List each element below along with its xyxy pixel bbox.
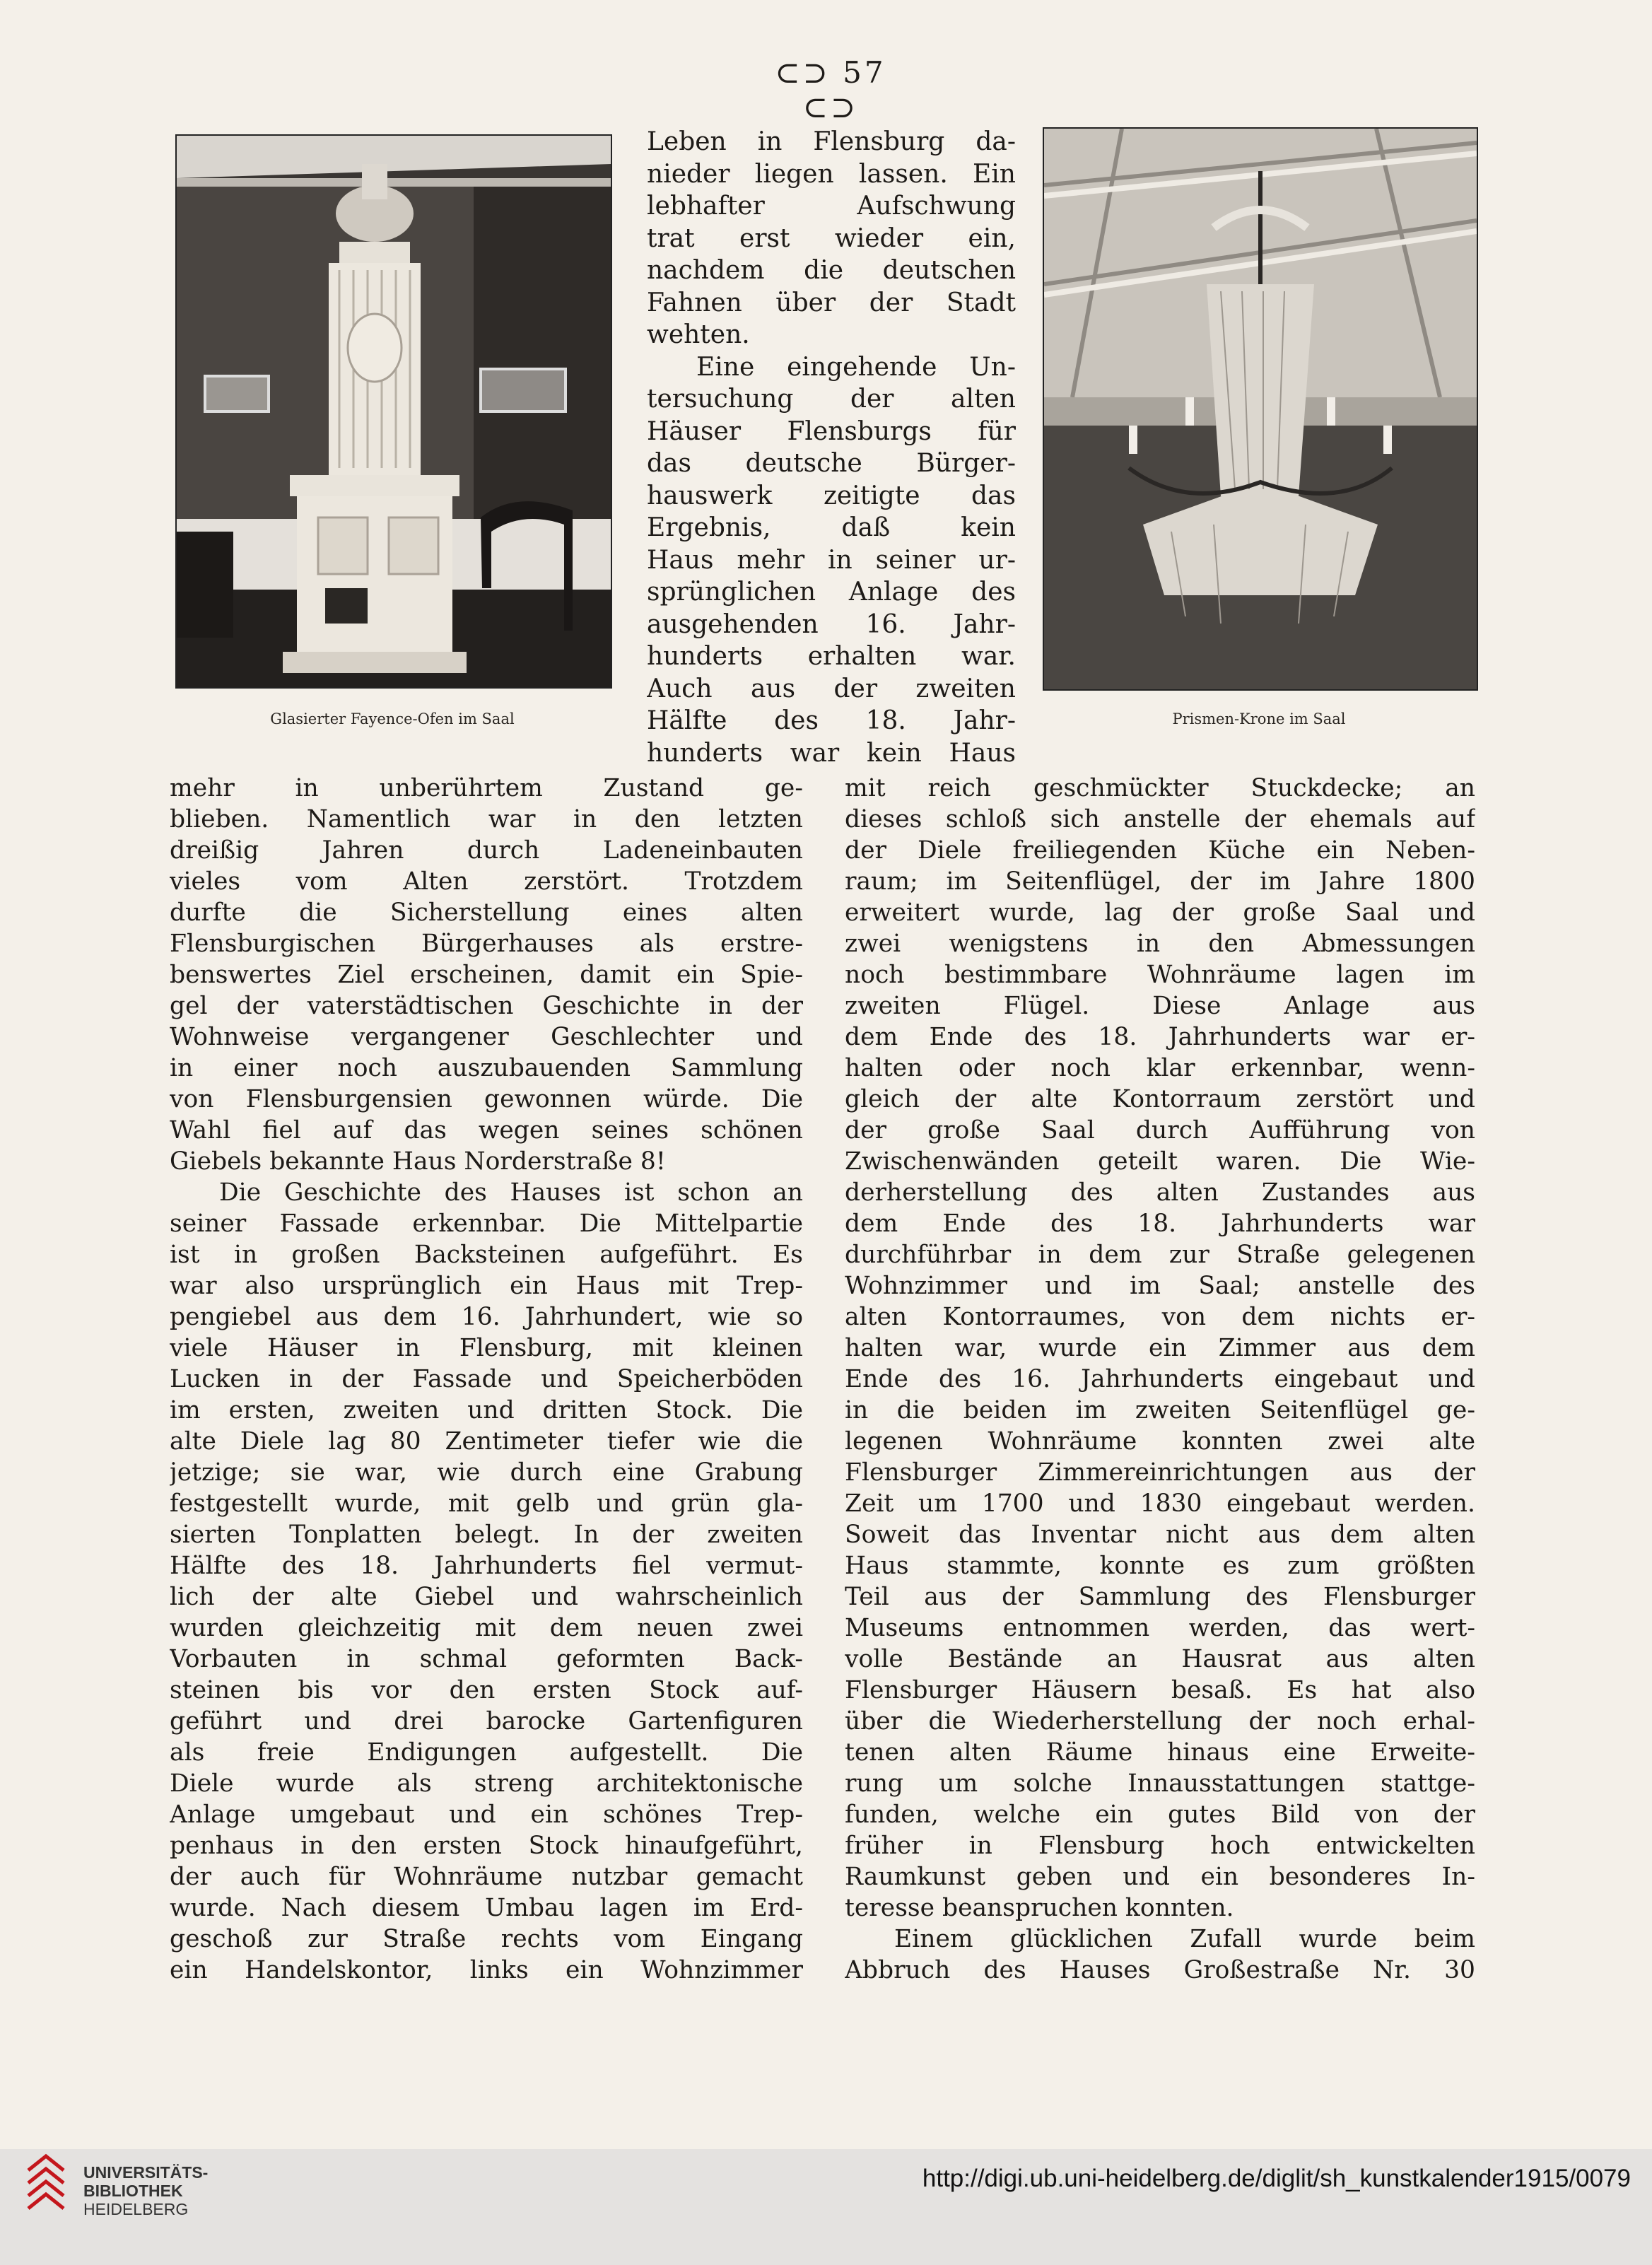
text-line: lebhafter Aufschwung [647,192,1016,221]
permalink-url[interactable]: http://digi.ub.uni-heidelberg.de/diglit/sh_kunstkalender1915/0079 [922,2165,1631,2192]
text-line: Haus stammte, konnte es zum größten [845,1552,1475,1580]
text-line: Wahl fiel auf das wegen seines schönen [170,1116,803,1145]
text-line: erweitert wurde, lag der große Saal und [845,899,1475,927]
text-line: gel der vaterstädtischen Geschichte in der [170,992,803,1020]
text-line: Soweit das Inventar nicht aus dem alten [845,1521,1475,1549]
ornament-left: ⊂⊃ [775,55,831,90]
text-line: Flensburgischen Bürgerhauses als erstre- [170,930,803,958]
text-line: zwei wenigstens in den Abmessungen [845,930,1475,958]
text-line: Einem glücklichen Zufall wurde beim [894,1925,1475,1953]
text-line: seiner Fassade erkennbar. Die Mittelpartie [170,1210,803,1238]
text-line: tenen alten Räume hinaus eine Erweite- [845,1738,1475,1767]
library-line-2: BIBLIOTHEK [83,2182,183,2200]
text-line: steinen bis vor den ersten Stock auf- [170,1676,803,1704]
text-line: hauswerk zeitigte das [647,481,1016,510]
chandelier-photo [1043,127,1478,691]
text-line: Teil aus der Sammlung des Flensburger [845,1583,1475,1611]
text-line: in die beiden im zweiten Seitenflügel ge- [845,1396,1475,1424]
text-line: Ende des 16. Jahrhunderts eingebaut und [845,1365,1475,1393]
page-number-value: 57 [843,55,886,90]
text-line: Zeit um 1700 und 1830 eingebaut werden. [845,1489,1475,1518]
text-line: hunderts erhalten war. [647,642,1016,671]
text-line: noch bestimmbare Wohnräume lagen im [845,961,1475,989]
stove-photo [175,134,612,689]
text-line: der Diele freiliegenden Küche ein Neben- [845,836,1475,865]
chandelier-caption: Prismen-Krone im Saal [1172,710,1346,727]
text-line: nachdem die deutschen [647,256,1016,285]
text-line: dieses schloß sich anstelle der ehemals auf [845,805,1475,833]
text-line: pengiebel aus dem 16. Jahrhundert, wie so [170,1303,803,1331]
text-line: funden, welche ein gutes Bild von der [845,1801,1475,1829]
text-line: Eine eingehende Un- [696,352,1016,382]
text-line: alten Kontorraumes, von dem nichts er- [845,1303,1475,1331]
text-line: als freie Endigungen aufgestellt. Die [170,1738,803,1767]
stove-image [177,136,611,687]
text-line: rung um solche Innausstattungen stattge- [845,1769,1475,1798]
narrow-column [647,126,1016,769]
text-line: war also ursprünglich ein Haus mit Trep- [170,1272,803,1300]
text-line: festgestellt wurde, mit gelb und grün gla- [170,1489,803,1518]
text-line: Wohnweise vergangener Geschlechter und [170,1023,803,1051]
text-line: hunderts war kein Haus [647,738,1016,768]
text-line: Anlage umgebaut und ein schönes Trep- [170,1801,803,1829]
text-line: viele Häuser in Flensburg, mit kleinen [170,1334,803,1362]
ornament-right: ⊂⊃ [802,90,859,124]
left-column [170,773,803,1986]
text-line: vieles vom Alten zerstört. Trotzdem [170,867,803,896]
page-number [749,55,912,124]
text-line: sprünglichen Anlage des [647,578,1016,607]
text-line: Zwischenwänden geteilt waren. Die Wie- [845,1147,1475,1176]
text-line: dreißig Jahren durch Ladeneinbauten [170,836,803,865]
text-line: Giebels bekannte Haus Norderstraße 8! [170,1147,666,1176]
text-line: tersuchung der alten [647,385,1016,414]
text-line: derherstellung des alten Zustandes aus [845,1178,1475,1207]
text-line: von Flensburgensien gewonnen würde. Die [170,1085,803,1113]
text-line: halten war, wurde ein Zimmer aus dem [845,1334,1475,1362]
text-line: im ersten, zweiten und dritten Stock. Die [170,1396,803,1424]
text-line: Hälfte des 18. Jahr- [647,706,1016,735]
text-line: zweiten Flügel. Diese Anlage aus [845,992,1475,1020]
text-line: über die Wiederherstellung der noch erhal- [845,1707,1475,1736]
text-line: dem Ende des 18. Jahrhunderts war [845,1210,1475,1238]
text-line: wurde. Nach diesem Umbau lagen im Erd- [170,1894,803,1922]
text-line: Wohnzimmer und im Saal; anstelle des [845,1272,1475,1300]
text-line: legenen Wohnräume konnten zwei alte [845,1427,1475,1456]
text-line: gleich der alte Kontorraum zerstört und [845,1085,1475,1113]
text-line: Hälfte des 18. Jahrhunderts fiel vermut- [170,1552,803,1580]
text-line: lich der alte Giebel und wahrscheinlich [170,1583,803,1611]
stove-caption: Glasierter Fayence-Ofen im Saal [270,710,515,727]
text-line: benswertes Ziel erscheinen, damit ein Spie- [170,961,803,989]
text-line: dem Ende des 18. Jahrhunderts war er- [845,1023,1475,1051]
library-line-3: HEIDELBERG [83,2200,189,2218]
text-line: trat erst wieder ein, [647,223,1016,253]
text-line: ist in großen Backsteinen aufgeführt. Es [170,1241,803,1269]
text-line: Flensburger Häusern besaß. Es hat also [845,1676,1475,1704]
text-line: Abbruch des Hauses Großestraße Nr. 30 [845,1956,1475,1984]
text-line: blieben. Namentlich war in den letzten [170,805,803,833]
text-line: Die Geschichte des Hauses ist schon an [219,1178,803,1207]
text-line: jetzige; sie war, wie durch eine Grabung [170,1458,803,1487]
library-logo-icon [21,2149,71,2220]
text-line: ein Handelskontor, links ein Wohnzimmer [170,1956,803,1984]
text-line: Vorbauten in schmal geformten Back- [170,1645,803,1673]
text-line: halten oder noch klar erkennbar, wenn- [845,1054,1475,1082]
viewer-footer [0,2149,1652,2265]
chandelier-image [1044,129,1477,689]
text-line: sierten Tonplatten belegt. In der zweiten [170,1521,803,1549]
text-line: der große Saal durch Aufführung von [845,1116,1475,1145]
text-line: Haus mehr in seiner ur- [647,545,1016,575]
text-line: Leben in Flensburg da- [647,127,1016,156]
text-line: durchführbar in dem zur Straße gelegenen [845,1241,1475,1269]
text-line: teresse beanspruchen konnten. [845,1894,1234,1922]
text-line: Fahnen über der Stadt [647,288,1016,317]
library-name [83,2163,208,2218]
text-line: alte Diele lag 80 Zentimeter tiefer wie die [170,1427,803,1456]
text-line: wurden gleichzeitig mit dem neuen zwei [170,1614,803,1642]
text-line: penhaus in den ersten Stock hinaufgeführt, [170,1832,803,1860]
right-column [845,773,1475,1986]
text-line: in einer noch auszubauenden Sammlung [170,1054,803,1082]
text-line: Raumkunst geben und ein besonderes In- [845,1863,1475,1891]
text-line: der auch für Wohnräume nutzbar gemacht [170,1863,803,1891]
text-line: raum; im Seitenflügel, der im Jahre 1800 [845,867,1475,896]
text-line: Diele wurde als streng architektonische [170,1769,803,1798]
text-line: Museums entnommen werden, das wert- [845,1614,1475,1642]
text-line: nieder liegen lassen. Ein [647,159,1016,189]
text-line: geführt und drei barocke Gartenfiguren [170,1707,803,1736]
text-line: volle Bestände an Hausrat aus alten [845,1645,1475,1673]
text-line: Häuser Flensburgs für [647,416,1016,446]
text-line: mit reich geschmückter Stuckdecke; an [845,774,1475,802]
text-line: das deutsche Bürger- [647,449,1016,478]
text-line: ausgehenden 16. Jahr- [647,609,1016,639]
text-line: mehr in unberührtem Zustand ge- [170,774,803,802]
text-line: Flensburger Zimmereinrichtungen aus der [845,1458,1475,1487]
text-line: durfte die Sicherstellung eines alten [170,899,803,927]
text-line: früher in Flensburg hoch entwickelten [845,1832,1475,1860]
text-line: Ergebnis, daß kein [647,513,1016,542]
library-line-1: UNIVERSITÄTS- [83,2163,209,2182]
text-line: Auch aus der zweiten [647,674,1016,703]
text-line: Lucken in der Fassade und Speicherböden [170,1365,803,1393]
text-line: geschoß zur Straße rechts vom Eingang [170,1925,803,1953]
text-line: wehten. [647,320,750,349]
